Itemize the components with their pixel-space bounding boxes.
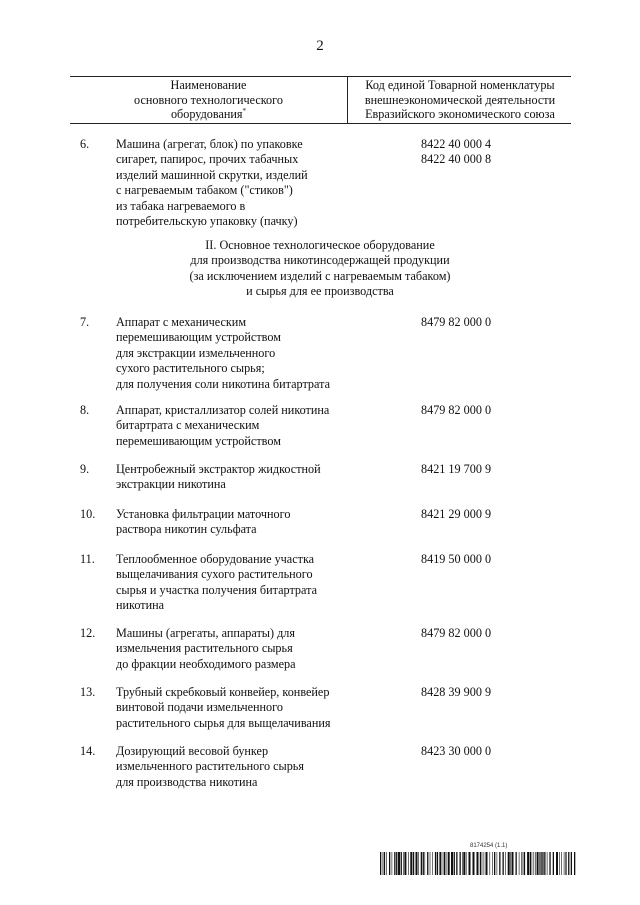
header-right-line: Код единой Товарной номенклатуры — [365, 78, 555, 92]
barcode-bar — [446, 852, 447, 875]
barcode-bar — [430, 852, 431, 875]
name-line: экстракции никотина — [116, 477, 226, 492]
row-number: 13. — [80, 685, 96, 699]
name-line: для экстракции измельченного — [116, 345, 276, 360]
tnved-code: 8479 82 000 0 — [421, 315, 492, 329]
name-line: Машина (агрегат, блок) по упаковке — [116, 137, 303, 151]
section-heading-line: для производства никотинсодержащей продукции — [190, 253, 450, 268]
barcode-bar — [439, 852, 441, 875]
barcode-bar — [423, 852, 424, 875]
barcode-bar — [537, 852, 539, 875]
barcode-bar — [466, 852, 467, 875]
tnved-code: 8422 40 000 8 — [421, 152, 492, 167]
barcode-bar — [448, 852, 450, 875]
tnved-code: 8479 82 000 0 — [421, 403, 492, 417]
name-line: Центробежный экстрактор жидкостной — [116, 462, 321, 476]
tnved-codes — [421, 626, 571, 641]
header-equipment-name — [70, 77, 348, 123]
barcode-bar — [534, 852, 535, 875]
barcode-bar — [473, 852, 475, 875]
barcode-bar — [380, 852, 381, 875]
barcode-bar — [396, 852, 397, 875]
barcode-bar — [425, 852, 426, 875]
equipment-name — [116, 315, 416, 392]
section-heading-line: и сырья для ее производства — [246, 284, 394, 299]
barcode-bar — [508, 852, 510, 875]
barcode-bar — [549, 852, 550, 875]
row-number: 9. — [80, 462, 90, 476]
equipment-name — [116, 626, 416, 672]
barcode-bar — [532, 852, 533, 875]
barcode-bar — [559, 852, 560, 875]
barcode-bar — [542, 852, 543, 875]
barcode-bar — [432, 852, 433, 875]
barcode-bar — [547, 852, 548, 875]
barcode-bar — [389, 852, 390, 875]
barcode-bar — [454, 852, 455, 875]
name-line: сырья и участка получения битартрата — [116, 582, 317, 597]
tnved-code: 8428 39 900 9 — [421, 685, 492, 699]
barcode-bar — [469, 852, 471, 875]
barcode-bar — [556, 852, 558, 875]
name-line: для получения соли никотина битартрата — [116, 376, 330, 391]
tnved-codes — [421, 744, 571, 759]
header-right-line: внешнеэкономической деятельности — [364, 92, 556, 107]
barcode-bar — [437, 852, 438, 875]
barcode-icon — [380, 852, 576, 875]
name-line: потребительскую упаковку (пачку) — [116, 214, 298, 229]
barcode-bar — [561, 852, 562, 875]
tnved-code: 8419 50 000 0 — [421, 552, 492, 566]
barcode-bar — [418, 852, 419, 875]
barcode-bar — [416, 852, 418, 875]
section-heading-line: II. Основное технологическое оборудование — [205, 238, 435, 252]
name-line: Дозирующий весовой бункер — [116, 744, 269, 758]
barcode-bar — [503, 852, 504, 875]
name-line: измельчения растительного сырья — [116, 641, 293, 656]
footnote-mark: * — [242, 106, 247, 115]
barcode-bar — [392, 852, 393, 875]
row-number: 8. — [80, 403, 90, 417]
barcode-bar — [565, 852, 566, 875]
name-line: перемешивающим устройством — [116, 433, 281, 448]
barcode-bar — [443, 852, 444, 875]
barcode-bar — [480, 852, 481, 875]
tnved-codes — [421, 552, 571, 567]
name-line: для производства никотина — [116, 774, 258, 789]
barcode-bar — [408, 852, 409, 875]
barcode-bar — [463, 852, 465, 875]
name-line: Трубный скребковый конвейер, конвейер — [116, 685, 330, 699]
barcode-bar — [384, 852, 385, 875]
barcode-bar — [394, 852, 395, 875]
barcode-bar — [516, 852, 517, 875]
barcode-bar — [427, 852, 428, 875]
row-number: 11. — [80, 552, 95, 566]
barcode-bar — [435, 852, 436, 875]
barcode-bar — [571, 852, 572, 875]
row-number: 14. — [80, 744, 96, 758]
barcode-bar — [499, 852, 500, 875]
tnved-code: 8422 40 000 4 — [421, 137, 492, 151]
name-line: из табака нагреваемого в — [116, 198, 246, 213]
equipment-name — [116, 685, 416, 731]
barcode-bar — [451, 852, 453, 875]
barcode-bar — [530, 852, 531, 875]
barcode-bar — [505, 852, 506, 875]
barcode-bar — [482, 852, 483, 875]
barcode-bar — [540, 852, 541, 875]
header-left-line: Наименование — [170, 78, 247, 92]
page-number: 2 — [316, 38, 324, 54]
name-line: изделий машинной скрутки, изделий — [116, 167, 308, 182]
barcode-bar — [403, 852, 404, 875]
name-line: с нагреваемым табаком ("стиков") — [116, 183, 293, 198]
name-line: растительного сырья для выщелачивания — [116, 715, 331, 730]
barcode-bar — [383, 852, 384, 875]
section-heading — [0, 238, 640, 300]
barcode-bar — [544, 852, 545, 875]
tnved-codes — [421, 507, 571, 522]
name-line: Аппарат, кристаллизатор солей никотина — [116, 403, 330, 417]
barcode-bar — [477, 852, 479, 875]
tnved-code: 8479 82 000 0 — [421, 626, 492, 640]
row-number: 7. — [80, 315, 90, 329]
tnved-codes — [421, 137, 571, 168]
equipment-name — [116, 403, 416, 449]
barcode-bar — [462, 852, 463, 875]
section-heading-line: (за исключением изделий с нагреваемым табаком) — [189, 268, 451, 283]
equipment-name — [116, 552, 416, 614]
barcode-bar — [484, 852, 485, 875]
name-line: сигарет, папирос, прочих табачных — [116, 152, 299, 167]
tnved-codes — [421, 462, 571, 477]
barcode-bar — [444, 852, 445, 875]
name-line: выщелачивания сухого растительного — [116, 567, 313, 582]
barcode-bar — [494, 852, 495, 875]
equipment-name — [116, 507, 416, 538]
barcode-bar — [486, 852, 488, 875]
tnved-codes — [421, 685, 571, 700]
name-line: Аппарат с механическим — [116, 315, 247, 329]
header-left-line: оборудования — [170, 107, 243, 121]
table-header — [70, 76, 571, 124]
barcode-bar — [490, 852, 491, 875]
barcode-bar — [519, 852, 520, 875]
barcode-bar — [524, 852, 525, 875]
barcode-bar — [527, 852, 529, 875]
barcode-bar — [539, 852, 540, 875]
name-line: винтовой подачи измельченного — [116, 700, 283, 715]
tnved-codes — [421, 403, 571, 418]
equipment-name — [116, 744, 416, 790]
barcode-bar — [398, 852, 400, 875]
header-tnved-code — [349, 77, 571, 123]
barcode-bar — [566, 852, 567, 875]
equipment-name — [116, 462, 416, 493]
row-number: 12. — [80, 626, 96, 640]
row-number: 6. — [80, 137, 90, 151]
name-line: раствора никотин сульфата — [116, 522, 257, 537]
name-line: Установка фильтрации маточного — [116, 507, 291, 521]
barcode-bar — [512, 852, 514, 875]
barcode-bar — [564, 852, 565, 875]
tnved-code: 8421 19 700 9 — [421, 462, 492, 476]
barcode-bar — [413, 852, 414, 875]
row-number: 10. — [80, 507, 96, 521]
name-line: перемешивающим устройством — [116, 330, 281, 345]
barcode-bar — [574, 852, 575, 875]
barcode-bar — [568, 852, 569, 875]
barcode-bar — [492, 852, 493, 875]
barcode-bar — [497, 852, 498, 875]
tnved-code: 8421 29 000 9 — [421, 507, 492, 521]
barcode-bar — [553, 852, 554, 875]
barcode-bar — [404, 852, 406, 875]
name-line: Машины (агрегаты, аппараты) для — [116, 626, 295, 640]
barcode-bar — [523, 852, 524, 875]
barcode-bar — [421, 852, 422, 875]
barcode-bar — [510, 852, 511, 875]
name-line: битартрата с механическим — [116, 418, 260, 433]
equipment-name — [116, 137, 416, 229]
tnved-code: 8423 30 000 0 — [421, 744, 492, 758]
name-line: измельченного растительного сырья — [116, 759, 304, 774]
barcode-bar — [456, 852, 457, 875]
name-line: до фракции необходимого размера — [116, 656, 296, 671]
barcode-bar — [535, 852, 536, 875]
barcode-bar — [521, 852, 522, 875]
name-line: сухого растительного сырья; — [116, 361, 265, 376]
barcode-bar — [401, 852, 402, 875]
document-code: 8174254 (1.1) — [470, 843, 508, 849]
name-line: никотина — [116, 598, 165, 613]
header-right-line: Евразийского экономического союза — [365, 107, 555, 121]
header-left-line: основного технологического — [134, 92, 283, 107]
barcode-bar — [460, 852, 461, 875]
barcode-bar — [386, 852, 387, 875]
barcode-bar — [410, 852, 412, 875]
name-line: Теплообменное оборудование участка — [116, 552, 315, 566]
tnved-codes — [421, 315, 571, 330]
header-left-line-with-footnote — [70, 107, 347, 122]
